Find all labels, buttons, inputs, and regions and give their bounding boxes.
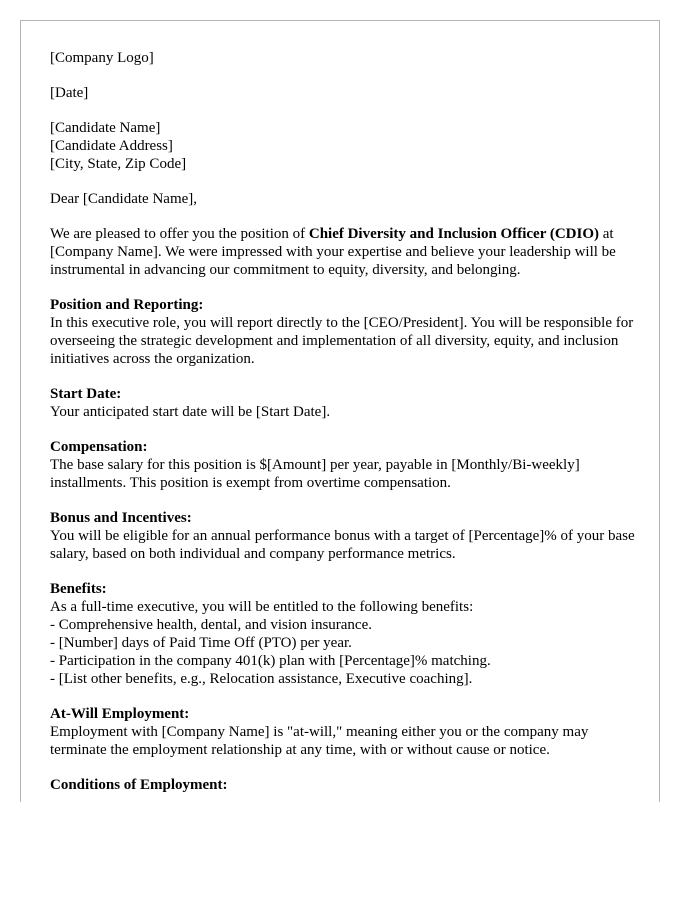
section-heading: Compensation:: [50, 439, 148, 455]
intro-paragraph: [50, 225, 635, 279]
benefit-item: - Participation in the company 401(k) plan with [Percentage]% matching.: [50, 653, 491, 669]
benefit-item: - [List other benefits, e.g., Relocation assistance, Executive coaching].: [50, 671, 473, 687]
section-compensation: [50, 438, 635, 492]
section-start-date: [50, 385, 635, 421]
section-position-reporting: [50, 296, 635, 368]
section-body: Your anticipated start date will be [Start Date].: [50, 404, 331, 420]
intro-before: We are pleased to offer you the position of: [50, 226, 309, 242]
candidate-city-state-zip: [City, State, Zip Code]: [50, 156, 187, 172]
letter-content: [50, 49, 635, 802]
benefits-intro: As a full-time executive, you will be entitled to the following benefits:: [50, 599, 474, 615]
section-at-will-employment: [50, 705, 635, 759]
section-body: In this executive role, you will report directly to the [CEO/President]. You will be responsible for overseeing the strategic development and implementation of all diversity, equity, and inclusion initiatives across the organization.: [50, 315, 634, 367]
company-logo-placeholder: [Company Logo]: [50, 50, 154, 66]
section-body: You will be eligible for an annual performance bonus with a target of [Percentage]% of your base salary, based on both individual and company performance metrics.: [50, 528, 635, 562]
section-bonus-incentives: [50, 509, 635, 563]
section-heading: At-Will Employment:: [50, 706, 190, 722]
benefit-item: - [Number] days of Paid Time Off (PTO) per year.: [50, 635, 352, 651]
letter-date: [Date]: [50, 85, 89, 101]
intro-after: at [Company Name]. We were impressed with your expertise and believe your leadership will be instrumental in advancing our commitment to equity, diversity, and belonging.: [50, 226, 616, 278]
section-conditions-of-employment: [50, 776, 635, 794]
section-heading: Start Date:: [50, 386, 122, 402]
candidate-address: [Candidate Address]: [50, 138, 173, 154]
position-title: Chief Diversity and Inclusion Officer (CDIO): [308, 226, 599, 242]
benefit-item: - Comprehensive health, dental, and vision insurance.: [50, 617, 372, 633]
section-heading: Position and Reporting:: [50, 297, 204, 313]
candidate-name: [Candidate Name]: [50, 120, 161, 136]
section-heading: Conditions of Employment:: [50, 777, 228, 793]
letter-page: [20, 20, 660, 802]
section-heading: Bonus and Incentives:: [50, 510, 192, 526]
salutation: Dear [Candidate Name],: [50, 191, 198, 207]
section-heading: Benefits:: [50, 581, 107, 597]
section-body: The base salary for this position is $[Amount] per year, payable in [Monthly/Bi-weekly] installments. This position is exempt from overtime compensation.: [50, 457, 580, 491]
section-benefits: [50, 580, 635, 688]
section-body: Employment with [Company Name] is "at-will," meaning either you or the company may terminate the employment relationship at any time, with or without cause or notice.: [50, 724, 589, 758]
recipient-address-block: [50, 119, 635, 173]
